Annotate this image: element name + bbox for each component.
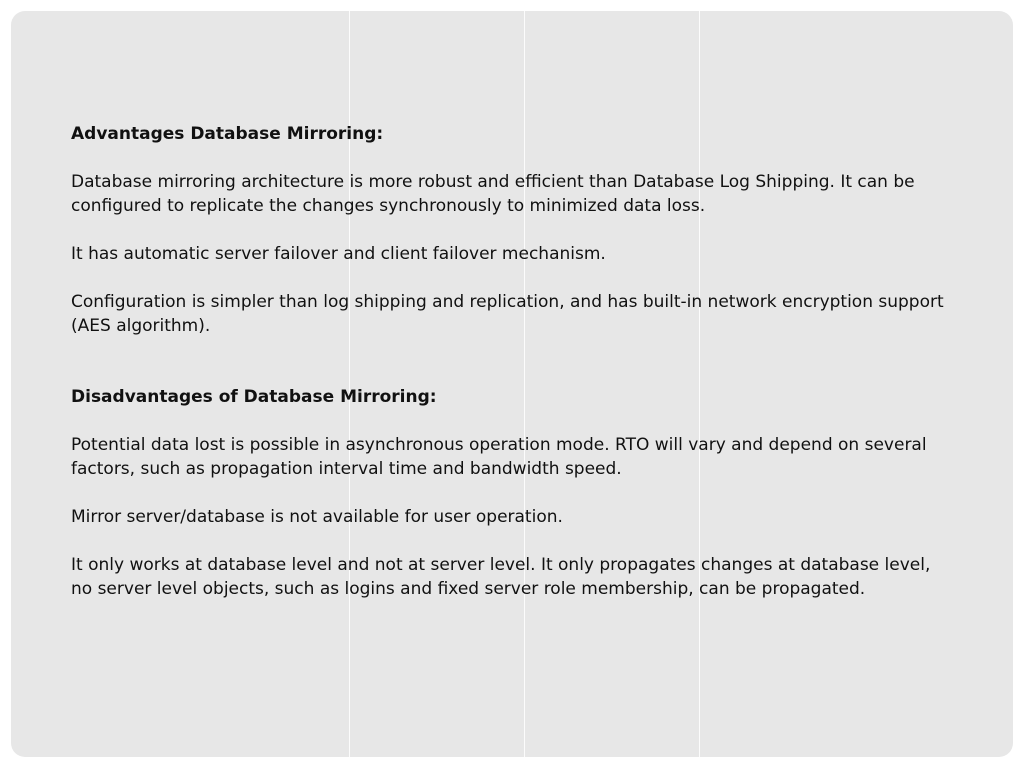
advantages-heading: Advantages Database Mirroring: (71, 124, 384, 144)
disadvantages-paragraph: It only works at database level and not at server level. It only propagates changes at database level, no server level objects, such as logins and fixed server role membership, can be propagated. (71, 555, 931, 599)
advantages-paragraph: It has automatic server failover and client failover mechanism. (71, 244, 606, 264)
advantages-paragraph: Configuration is simpler than log shipping and replication, and has built-in network encryption support (AES algorithm). (71, 292, 944, 336)
slide-content (71, 122, 951, 601)
advantages-paragraph: Database mirroring architecture is more robust and efficient than Database Log Shipping. It can be configured to replicate the changes synchronously to minimized data loss. (71, 172, 915, 216)
disadvantages-paragraph: Potential data lost is possible in asynchronous operation mode. RTO will vary and depend on several factors, such as propagation interval time and bandwidth speed. (71, 435, 927, 479)
disadvantages-heading: Disadvantages of Database Mirroring: (71, 387, 437, 407)
disadvantages-paragraph: Mirror server/database is not available for user operation. (71, 507, 563, 527)
